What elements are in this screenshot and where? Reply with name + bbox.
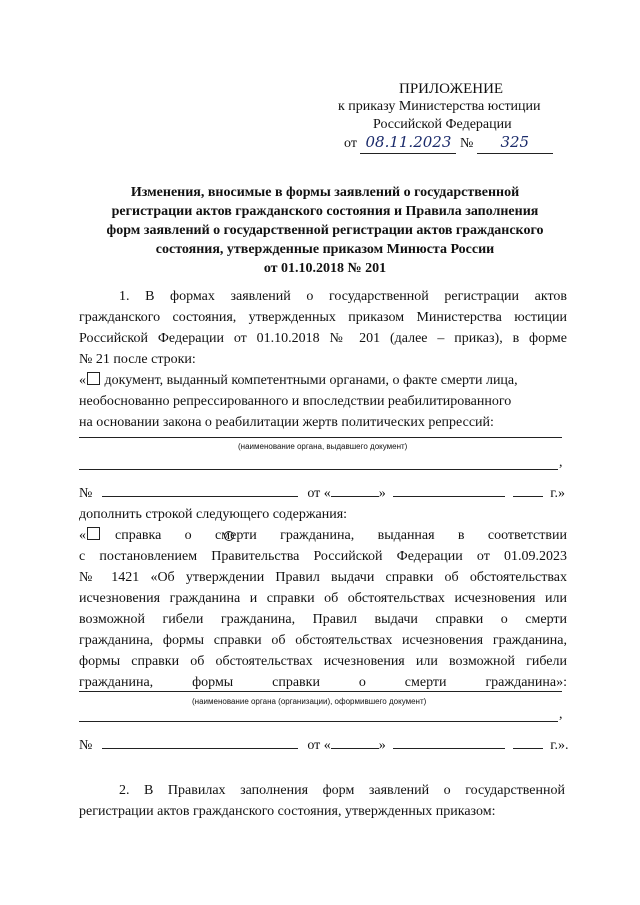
organization-caption: (наименование органа (организации), оформившего документ) [192,697,427,706]
paragraph-line: возможной гибели гражданина, Правил выдачи справки о смерти [79,612,567,627]
paragraph-line: дополнить строкой следующего содержания: [79,507,348,522]
checkbox-icon [87,527,100,540]
year-field [513,484,543,497]
paragraph-line: на основании закона о реабилитации жертв политических репрессий: [79,415,494,430]
day-field [331,736,379,749]
line-comma: , [559,455,563,470]
appendix-title: ПРИЛОЖЕНИЕ [399,81,504,97]
paragraph-line: с постановлением Правительства Российской Федерации от 01.09.2023 [79,549,567,564]
document-number-field [102,484,298,497]
from-label: от [344,136,357,151]
quote-2-first-line [79,525,567,546]
checkbox-icon [87,372,100,385]
number-label: № [459,136,474,151]
paragraph-line: гражданского состояния, утвержденных приказом Министерства юстиции [79,310,567,325]
month-field [393,484,505,497]
paragraph-line: 2. В Правилах заполнения форм заявлений о государственной [119,783,565,798]
date-close: » [378,486,386,501]
number-sign: № [79,486,93,501]
title-line: форм заявлений о государственной регистрации актов гражданского [106,223,544,238]
number-sign: № [79,738,93,753]
paragraph-line: гражданина, формы справки об обстоятельствах исчезновения гражданина, [79,633,567,648]
circle-icon [224,531,234,541]
paragraph-line: регистрации актов гражданского состояния, утвержденных приказом: [79,804,496,819]
open-quote: « [79,528,86,543]
year-suffix: г.» [550,486,565,501]
order-date: 08.11.2023 [365,133,452,151]
open-quote: « [79,373,86,388]
paragraph-line: 1. В формах заявлений о государственной регистрации актов [119,289,567,304]
authority-name-line-2 [79,469,558,470]
line-comma: , [559,707,563,722]
date-open: от « [307,738,331,753]
document-number-row [79,484,565,502]
appendix-federation-line: Российской Федерации [373,117,512,132]
section-1-supplement [79,504,567,693]
date-close: » [378,738,386,753]
section-1-paragraph [79,286,567,433]
appendix-order-line: к приказу Министерства юстиции [338,99,541,114]
month-field [393,736,505,749]
order-number-field [477,133,553,154]
appendix-date-row [344,133,553,154]
paragraph-line: исчезновения гражданина и справки об обстоятельствах исчезновения или [79,591,567,606]
paragraph-line: формы справки об обстоятельствах исчезновения или возможной гибели [79,654,567,669]
paragraph-line: необоснованно репрессированного и впоследствии реабилитированного [79,394,512,409]
order-number: 325 [500,133,530,151]
paragraph-line: гражданина, формы справки о смерти гражданина»: [79,675,567,690]
section-2-paragraph [79,780,565,822]
paragraph-line: № 1421 «Об утверждении Правил выдачи справки об обстоятельствах [79,570,567,585]
title-line: Изменения, вносимые в формы заявлений о государственной [130,185,520,200]
authority-name-line [79,437,562,438]
quote-2-open [79,525,101,546]
title-line: состояния, утвержденные приказом Минюста России [155,242,495,257]
document-title [60,183,590,278]
organization-name-line [79,691,562,692]
order-date-field [360,133,456,154]
quote-text: документ, выданный компетентными органами, о факте смерти лица, [104,373,518,388]
document-number-field [102,736,298,749]
organization-name-line-2 [79,721,558,722]
quote-text: справка о смерти гражданина, выданная в соответствии [115,528,567,543]
title-line: от 01.10.2018 № 201 [263,261,387,276]
year-field [513,736,543,749]
title-line: регистрации актов гражданского состояния и Правила заполнения [111,204,539,219]
paragraph-line: № 21 после строки: [79,352,196,367]
quote-1-first-line [79,370,567,391]
day-field [331,484,379,497]
document-number-row-2 [79,736,568,754]
paragraph-line: Российской Федерации от 01.10.2018 № 201 (далее – приказ), в форме [79,331,567,346]
date-open: от « [307,486,331,501]
authority-caption: (наименование органа, выдавшего документ) [238,442,408,451]
year-suffix: г.». [550,738,569,753]
